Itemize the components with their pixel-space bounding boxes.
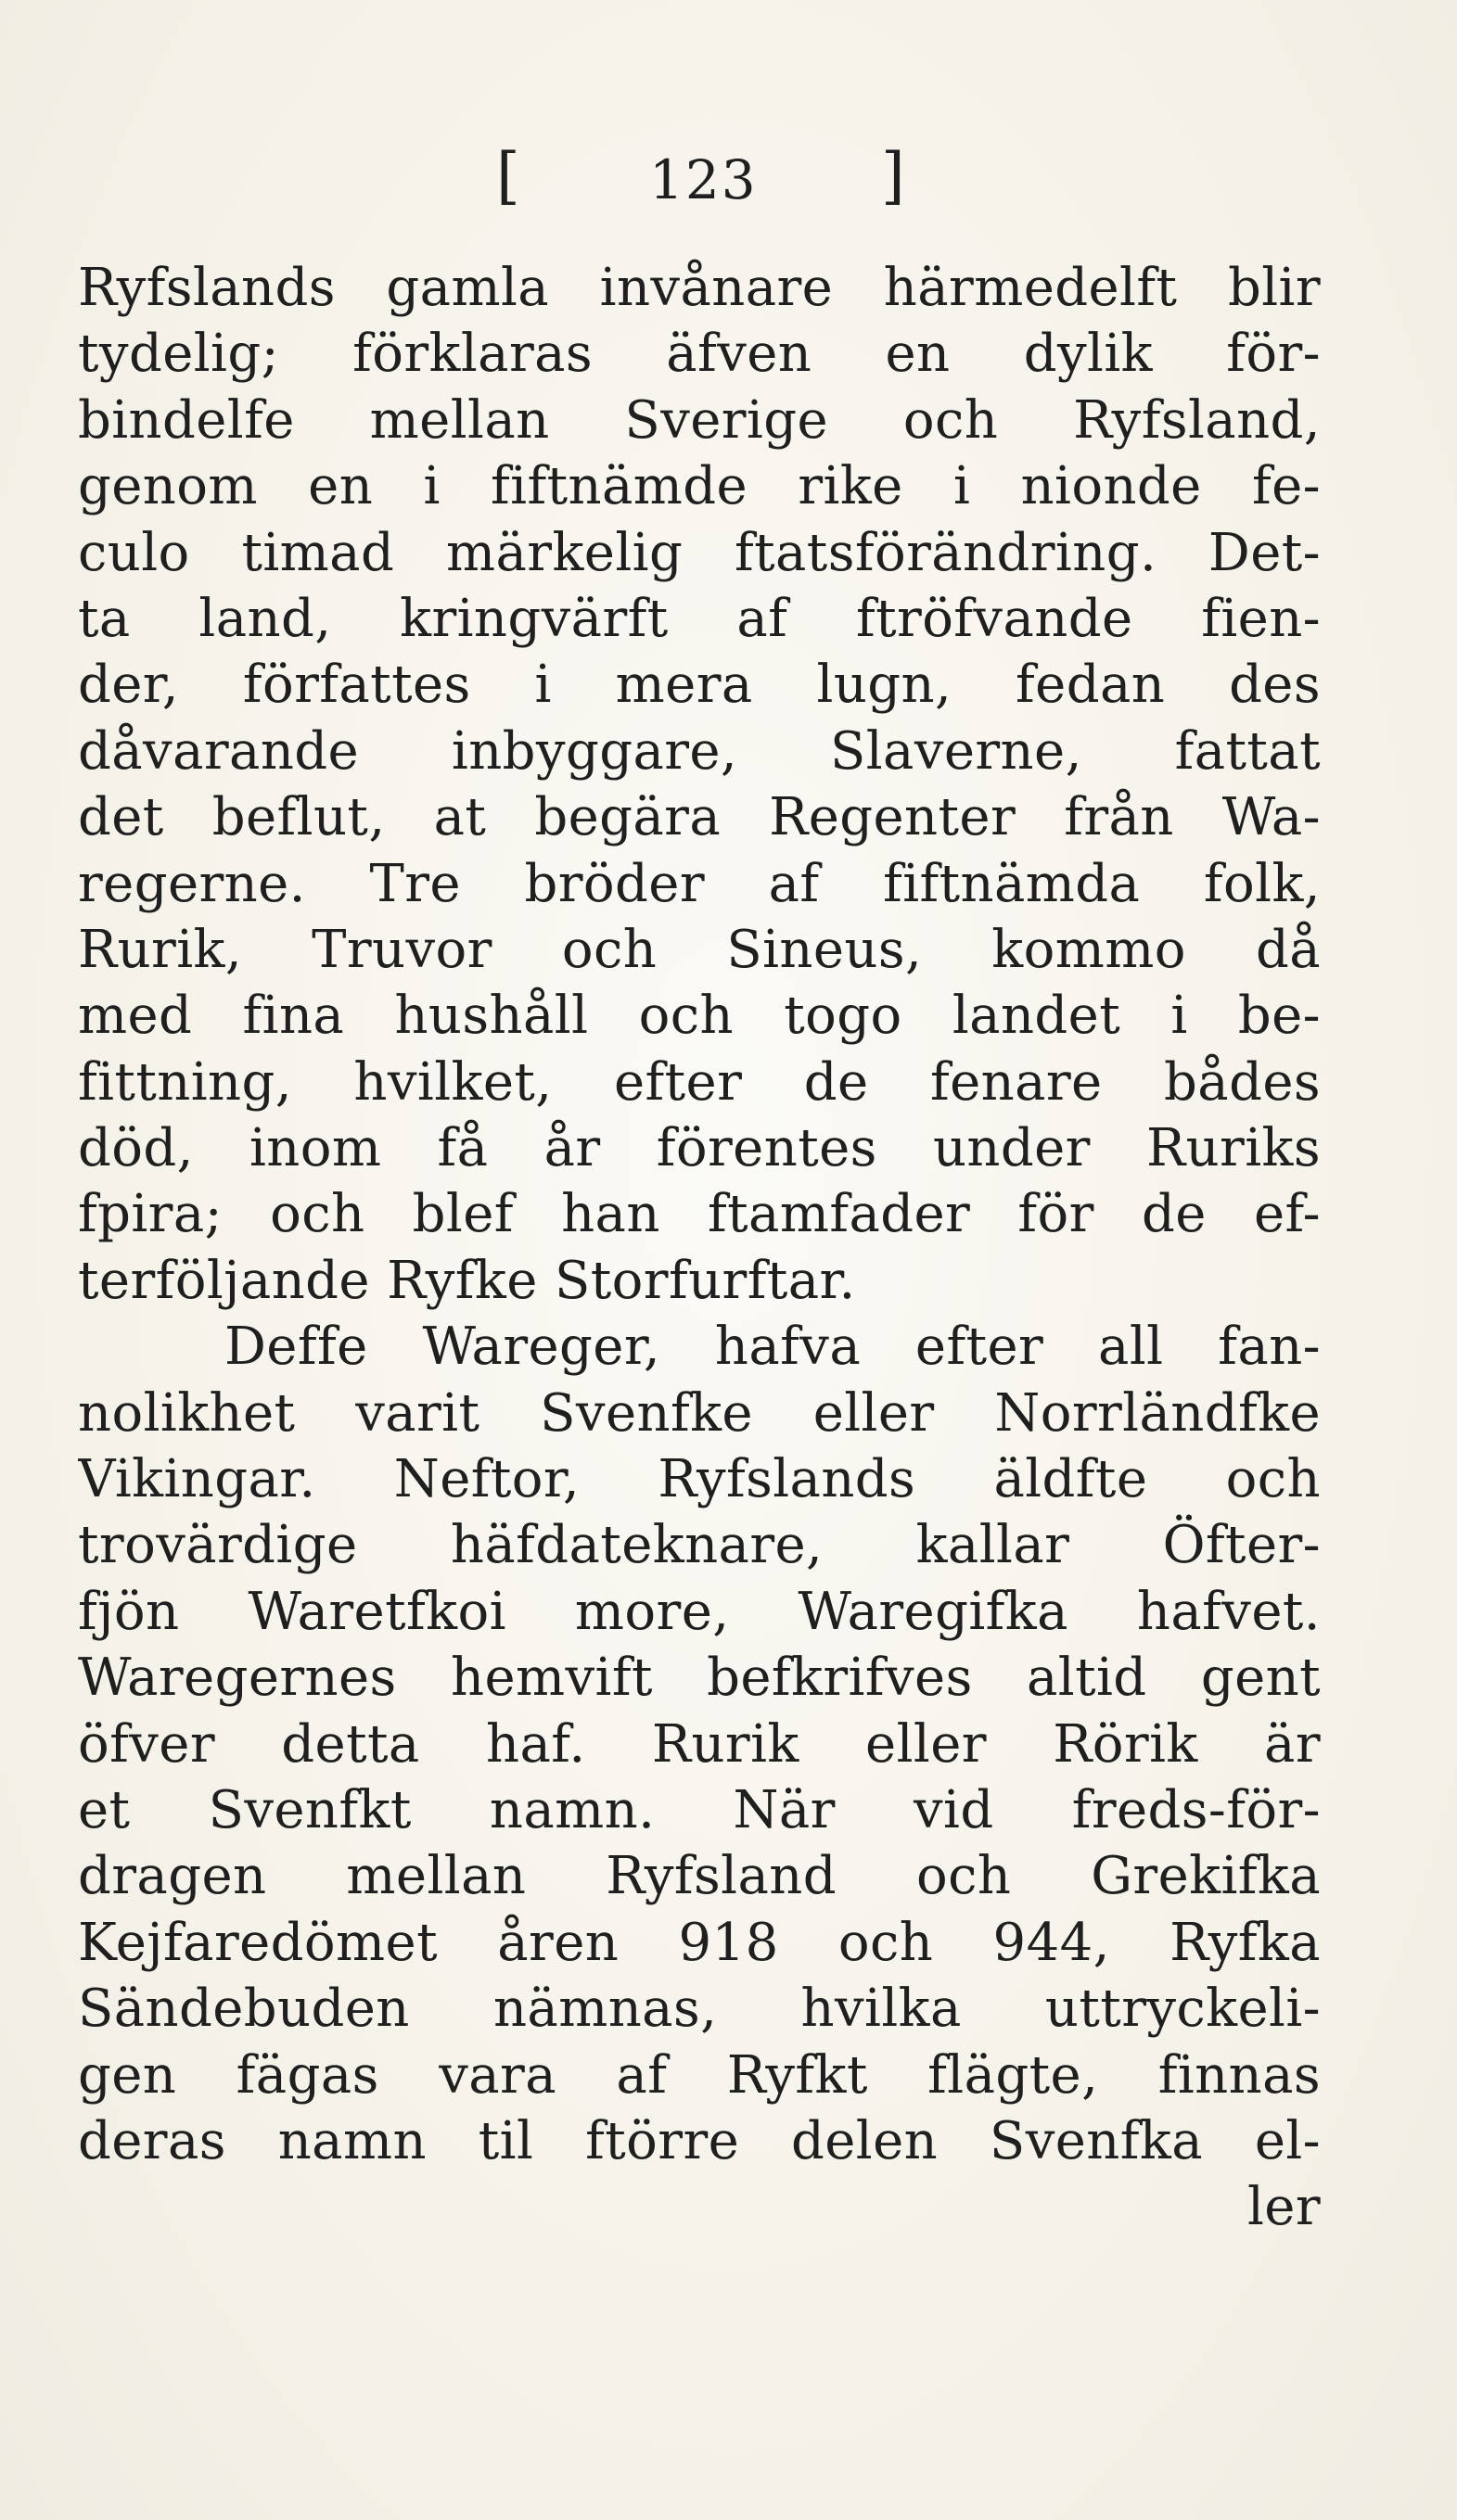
bracket-open: [ — [496, 140, 520, 211]
text-line: fjön Waretfkoi more, Waregifka hafvet. — [78, 1581, 1321, 1642]
text-line: död, inom få år förentes under Ruriks — [78, 1118, 1321, 1179]
text-line: bindelfe mellan Sverige och Ryfsland, — [78, 389, 1321, 451]
text-line: genom en i fiftnämde rike i nionde fe- — [78, 456, 1321, 517]
text-line: Kejfaredömet åren 918 och 944, Ryfka — [78, 1912, 1321, 1973]
text-line: Waregernes hemvift befkrifves altid gent — [78, 1648, 1321, 1709]
page-header — [0, 139, 1457, 213]
bracket-close: ] — [881, 140, 905, 211]
text-line: tydelig; förklaras äfven en dylik för- — [78, 324, 1321, 385]
text-line: Rurik, Truvor och Sineus, kommo då — [78, 919, 1321, 980]
text-line: deras namn til ftörre delen Svenfka el- — [78, 2110, 1321, 2171]
text-line: et Svenfkt namn. När vid freds-för- — [78, 1779, 1321, 1840]
text-line: Vikingar. Neftor, Ryfslands äldfte och — [78, 1449, 1321, 1510]
text-line: fittning, hvilket, efter de fenare bådes — [78, 1051, 1321, 1113]
text-line: Deffe Wareger, hafva efter all fan- — [224, 1317, 1321, 1378]
text-line: med fina hushåll och togo landet i be- — [78, 986, 1321, 1047]
text-line: terföljande Ryfke Storfurftar. — [78, 1250, 856, 1311]
page-number: 123 — [649, 148, 758, 211]
text-line: nolikhet varit Svenfke eller Norrländfke — [78, 1382, 1321, 1444]
text-line: fpira; och blef han ftamfader för de ef- — [78, 1184, 1321, 1245]
text-line: culo timad märkelig ftatsförändring. Det- — [78, 522, 1321, 583]
text-line: gen fägas vara af Ryfkt flägte, finnas — [78, 2044, 1321, 2106]
text-line: Sändebuden nämnas, hvilka uttryckeli- — [78, 1979, 1321, 2040]
text-line: dåvarande inbyggare, Slaverne, fattat — [78, 720, 1321, 782]
text-line: det beflut, at begära Regenter från Wa- — [78, 787, 1321, 848]
text-line: ta land, kringvärft af ftröfvande fien- — [78, 588, 1321, 649]
text-line: regerne. Tre bröder af fiftnämda folk, — [78, 853, 1321, 914]
text-line: der, författes i mera lugn, fedan des — [78, 655, 1321, 716]
catchword: ler — [1246, 2177, 1321, 2238]
text-line: öfver detta haf. Rurik eller Rörik är — [78, 1713, 1321, 1775]
text-line: Ryfslands gamla invånare härmedelft blir — [78, 258, 1321, 318]
body-text — [78, 255, 1321, 2241]
text-line: dragen mellan Ryfsland och Grekifka — [78, 1846, 1321, 1907]
text-line: trovärdige häfdateknare, kallar Öfter- — [78, 1515, 1321, 1576]
